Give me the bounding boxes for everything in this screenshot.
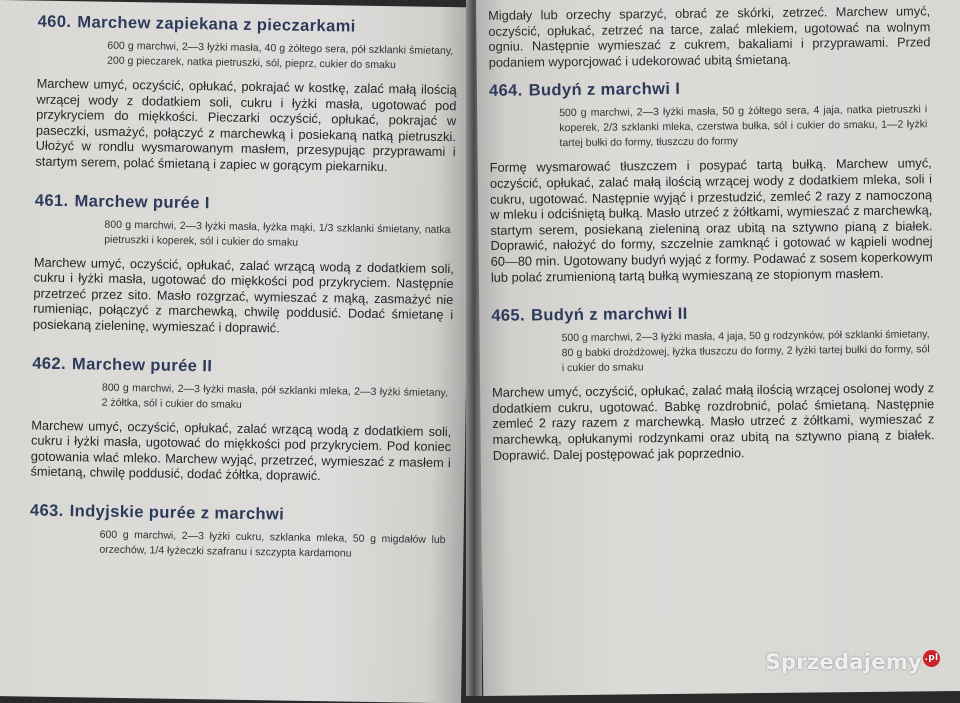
recipe-462 xyxy=(30,354,452,486)
recipe-number: 462. xyxy=(32,354,67,373)
recipe-461 xyxy=(33,191,455,339)
recipe-ingredients: 600 g marchwi, 2—3 łyżki masła, 40 g żółtego sera, pół szklanki śmietany, 200 g pieczarek, natka pietruszki, sól, pieprz, cukier do smaku xyxy=(106,39,454,72)
recipe-title: Marchew purée II xyxy=(71,354,213,375)
recipe-460 xyxy=(35,13,457,176)
recipe-ingredients: 800 g marchwi, 2—3 łyżki masła, pół szklanki mleka, 2—3 łyżki śmietany, 2 żółtka, sól i cukier do smaku xyxy=(101,381,448,411)
watermark-badge: .pl xyxy=(923,650,940,667)
recipe-number: 464. xyxy=(488,81,523,101)
recipe-title: Marchew purée I xyxy=(74,191,210,212)
recipe-title: Budyń z marchwi I xyxy=(528,80,681,100)
watermark-text: Sprzedajemy xyxy=(765,650,922,674)
recipe-heading xyxy=(491,302,933,326)
recipe-method: Marchew umyć, oczyścić, opłukać, zalać małą ilością wrzącej osolonej wody z dodatkiem cukru, ugotować. Babkę rozdrobnić, polać śmietaną. Następnie zemleć 2 razy razem z marchewką. Masło utrzeć z żółtkami, wymieszać z marchewką, opłukanymi rodzynkami oraz ubitą na sztywno pianą z białek. Doprawić. Dalej postępować jak poprzednio. xyxy=(492,380,935,463)
recipe-ingredients: 500 g marchwi, 2—3 łyżki masła, 50 g żółtego sera, 4 jaja, natka pietruszki i koperek, 2/3 szklanki mleka, czerstwa bułka, sól i cukier do smaku, 1—2 łyżki tartej bułki do formy, tłuszczu do formy xyxy=(559,103,928,150)
recipe-number: 461. xyxy=(34,191,69,210)
recipe-number: 463. xyxy=(29,501,64,520)
recipe-465 xyxy=(491,302,935,463)
recipe-463 xyxy=(29,501,450,563)
recipe-ingredients: 600 g marchwi, 2—3 łyżki cukru, szklanka mleka, 50 g migdałów lub orzechów, 1/4 łyżeczki szafranu i szczypta kardamonu xyxy=(99,528,446,560)
recipe-method: Marchew umyć, oczyścić, opłukać, pokrajać w kostkę, zalać małą ilością wrzącej wody z dodatkiem soli, cukru i łyżki masła, ugotować pod przykryciem do miękkości. Pieczarki oczyścić, opłukać, pokrajać w paseczki, usmażyć, połączyć z marchewką i posiekaną natką pietruszki. Ułożyć w rondlu wysmarowanym masłem, przesypując przyprawami i startym serem, polać śmietaną i zapiec w gorącym piekarniku. xyxy=(35,75,457,175)
recipe-463-method: Migdały lub orzechy sparzyć, obrać ze skórki, zetrzeć. Marchew umyć, oczyścić, opłukać, zetrzeć na tarce, zalać mlekiem, ugotować na wolnym ogniu. Następnie wymieszać z cukrem, bakaliami i przyprawami. Przed podaniem wyporcjować i udekorować ubitą śmietaną. xyxy=(488,3,931,70)
watermark-logo xyxy=(766,650,941,674)
recipe-heading xyxy=(489,78,931,102)
recipe-title: Indyjskie purée z marchwi xyxy=(69,502,285,524)
recipe-title: Budyń z marchwi II xyxy=(530,304,688,325)
recipe-ingredients: 800 g marchwi, 2—3 łyżki masła, łyżka mąki, 1/3 szklanki śmietany, natka pietruszki i koperek, sól i cukier do smaku xyxy=(104,218,451,249)
recipe-heading xyxy=(32,354,452,380)
recipe-number: 460. xyxy=(37,12,72,32)
recipe-method: Marchew umyć, oczyścić, opłukać, zalać wrzącą wodą z dodatkiem soli, cukru i łyżki masła, ugotować do miękkości pod przykryciem. Następnie przetrzeć przez sito. Masło rozgrzać, wymieszać z mąką, zasmażyć nie rumieniąc, połączyć z marchewką, chwilę poddusić. Dodać śmietanę i posiekaną zieleninę, wymieszać i doprawić. xyxy=(32,254,454,336)
recipe-title: Marchew zapiekana z pieczarkami xyxy=(77,13,356,36)
recipe-464 xyxy=(489,78,933,285)
recipe-method: Marchew umyć, oczyścić, opłukać, zalać wrzącą wodą z dodatkiem soli, cukru i łyżki masła, ugotować do miękkości pod przykryciem. Pod koniec gotowania wlać mleko. Marchew wyjąć, przetrzeć, wymieszać z masłem i śmietaną, chwilę poddusić, dodać żółtka, doprawić. xyxy=(30,417,452,484)
recipe-number: 465. xyxy=(491,306,526,325)
recipe-heading xyxy=(38,13,458,39)
recipe-ingredients: 500 g marchwi, 2—3 łyżki masła, 4 jaja, 50 g rodzynków, pół szklanki śmietany, 80 g babki drożdżowej, łyżka tłuszczu do formy, 2 łyżki tartej bułki do formy, sól i cukier do smaku xyxy=(561,328,930,375)
recipe-method: Formę wysmarować tłuszczem i posypać tartą bułką. Marchew umyć, oczyścić, opłukać, zalać małą ilością wrzącej wody z dodatkiem mleka, soli i cukru, ugotować. Następnie wyjąć i przestudzić, zemleć 2 razy z namoczoną w mleku i odciśniętą bułką. Masło utrzeć z żółtkami, wymieszać z marchewką, startym serem, posiekaną zieleniną oraz ubitą na sztywno pianą z białek. Doprawić, nałożyć do formy, szczelnie zamknąć i gotować w kąpieli wodnej 60—80 min. Ugotowany budyń wyjąć z formy. Podawać z sosem koperkowym lub polać zrumienioną tartą bułką wymieszaną ze stopionym masłem. xyxy=(489,155,933,285)
right-page xyxy=(476,0,960,696)
recipe-heading xyxy=(35,191,455,217)
left-page xyxy=(0,0,472,703)
recipe-heading xyxy=(30,501,450,527)
